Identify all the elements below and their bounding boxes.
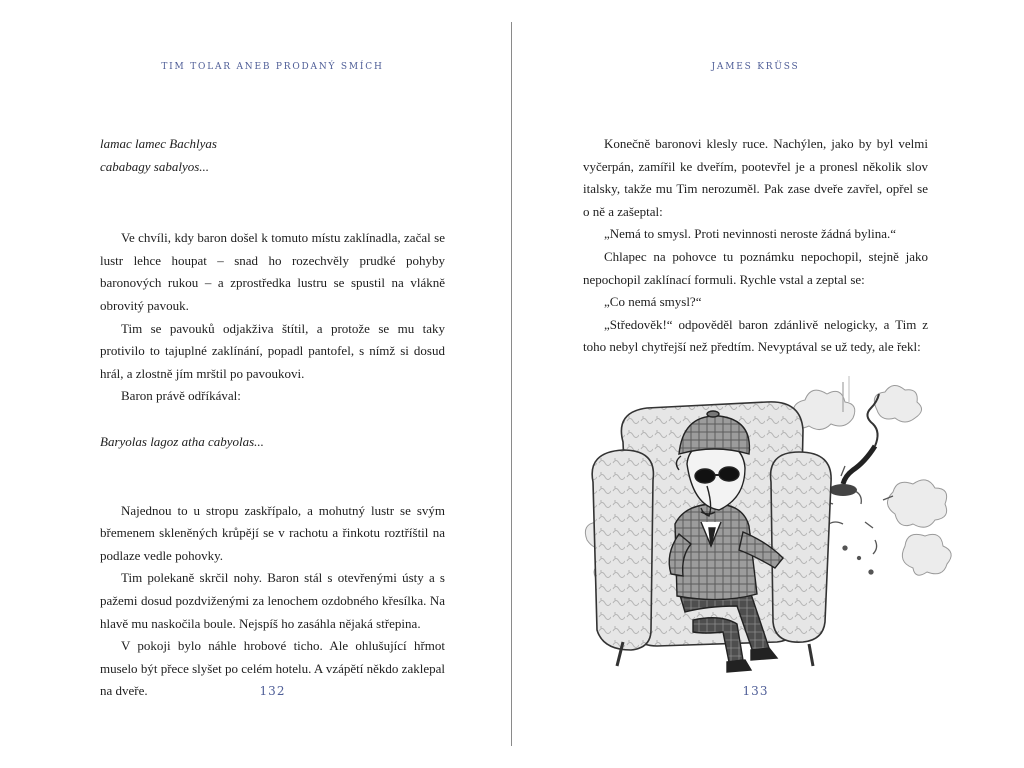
paragraph: „Středověk!“ odpověděl baron zdánlivě nelogicky, a Tim z toho nebyl chytřejší než předtím. Nevyptával se už tedy, ale řekl: xyxy=(583,316,928,355)
paragraph: Konečně baronovi klesly ruce. Nachýlen, jako by byl velmi vyčerpán, zamířil ke dveřím, pootevřel je a pronesl několik slov italsky, takže mu Tim nerozuměl. Pak zase dveře zavřel, opřel se o ně a zašeptal: xyxy=(583,136,928,219)
paragraph: „Co nemá smysl?“ xyxy=(604,294,702,310)
page-number-right: 133 xyxy=(742,684,769,698)
paragraph: Baron právě odříkával: xyxy=(121,388,241,404)
book-gutter xyxy=(511,22,512,746)
verse-line: lamac lamec Bachlyas xyxy=(100,136,217,151)
running-head-right: JAMES KRÜSS xyxy=(711,62,800,72)
paragraph: Chlapec na pohovce tu poznámku nepochopil, stejně jako nepochopil zaklínací formuli. Rychle vstal a zeptal se: xyxy=(583,248,928,287)
page-number-left: 132 xyxy=(259,684,286,698)
paragraph: Ve chvíli, kdy baron došel k tomuto místu zaklínadla, začal se lustr lehce houpat – snad ho rozechvěly prudké pohyby baronových rukou – a zprostředka lustru se spustil na vlákně obrovitý pavouk. xyxy=(100,230,445,313)
paragraph: Najednou to u stropu zaskřípalo, a mohutný lustr se svým břemenem skleněných krůpějí se v rachotu a řinkotu roztříštil na podlaze vedle pohovky. xyxy=(100,502,445,563)
running-head-left: TIM TOLAR ANEB PRODANÝ SMÍCH xyxy=(161,62,384,72)
paragraph: Tim polekaně skrčil nohy. Baron stál s otevřenými ústy a s pažemi dosud pozdviženými za lenochem ozdobného křesílka. Na hlavě mu naskočila boule. Nejspíš ho zasáhla nějaká střepina. xyxy=(100,570,445,631)
verse-block-1 xyxy=(100,133,445,178)
verse-line: Baryolas lagoz atha cabyolas... xyxy=(100,433,264,449)
paragraph: Tim se pavouků odjakživa štítil, a protože se mu taky protivilo to tajuplné zaklínání, popadl pantofel, s nímž si dosud hrál, a zlostně jím mrštil po pavoukovi. xyxy=(100,320,445,381)
verse-line: cababagy sabalyos... xyxy=(100,158,210,174)
right-page-text xyxy=(583,133,928,359)
man-in-armchair-illustration xyxy=(583,372,983,677)
paragraph: „Nemá to smysl. Proti nevinnosti neroste žádná bylina.“ xyxy=(604,226,897,242)
left-page xyxy=(100,0,445,768)
left-page-text xyxy=(100,133,445,703)
paragraph: V pokoji bylo náhle hrobové ticho. Ale ohlušující hřmot muselo být přece slyšet po celém hotelu. A vzápětí někdo zaklepal na dveře. xyxy=(100,638,445,699)
hose xyxy=(843,446,875,484)
